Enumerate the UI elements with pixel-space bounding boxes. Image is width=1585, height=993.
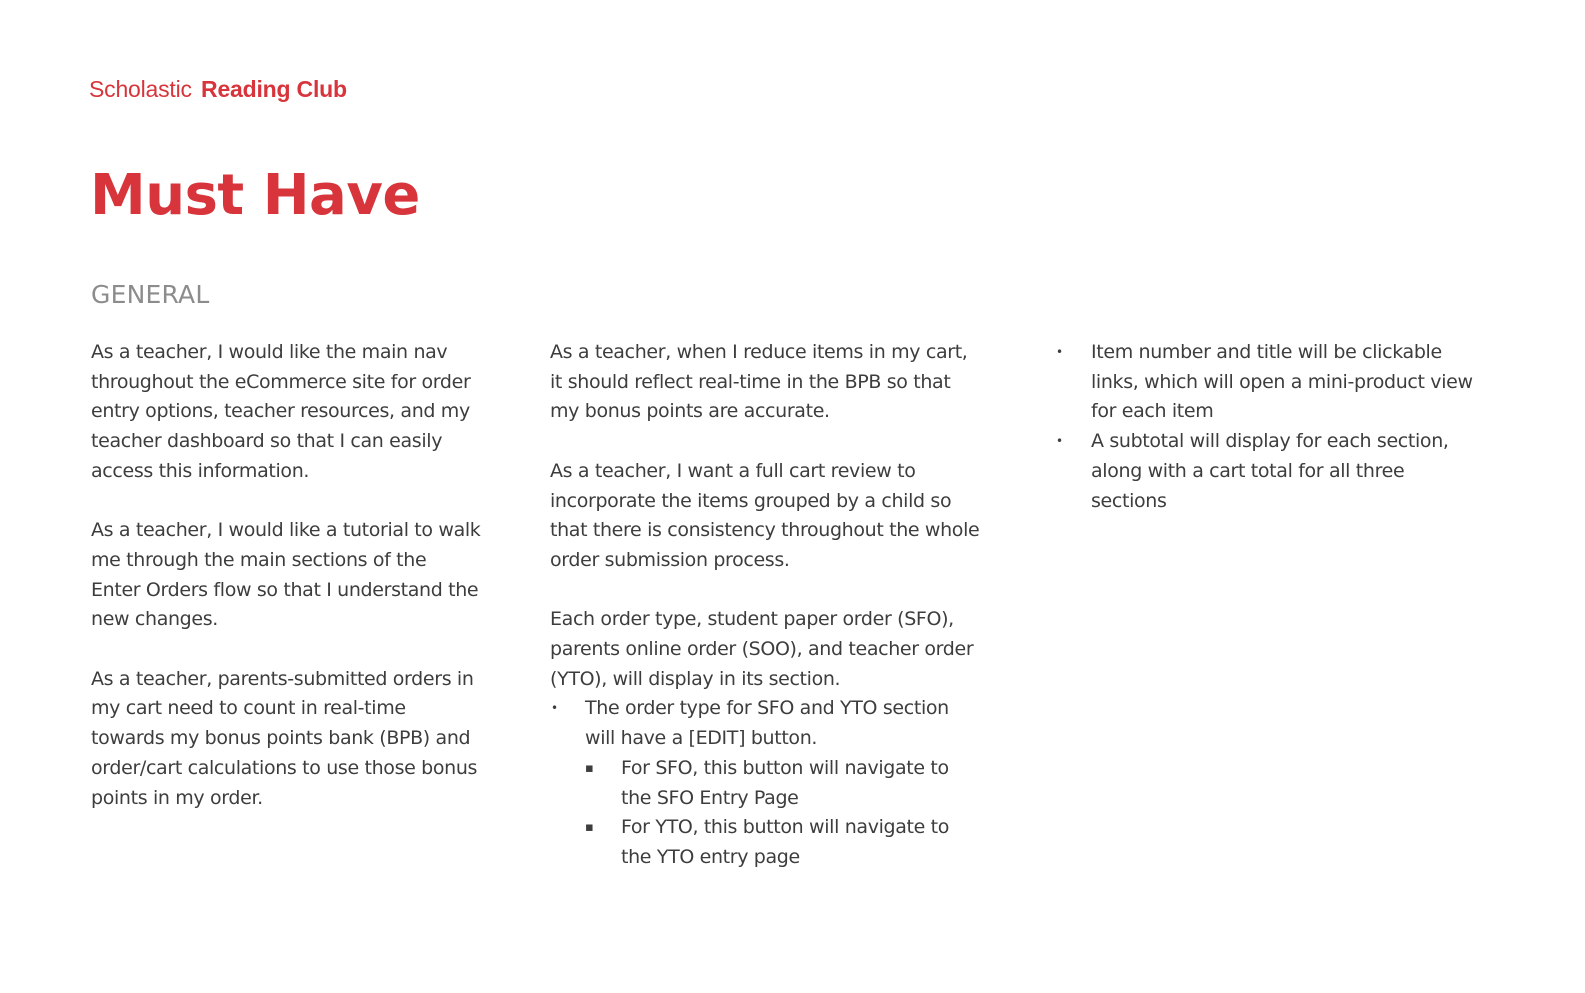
list-item: • A subtotal will display for each section, along with a cart total for all three sections: [1055, 427, 1485, 516]
requirement-paragraph: As a teacher, parents-submitted orders in my cart need to count in real-time towards my bonus points bank (BPB) and order/cart calculations to use those bonus points in my order.: [91, 667, 478, 809]
list-item-text: The order type for SFO and YTO section will have a [EDIT] button.: [585, 697, 949, 750]
sub-bullet-list: [585, 754, 980, 873]
page-title: Must Have: [90, 163, 420, 228]
requirement-paragraph: Each order type, student paper order (SFO), parents online order (SOO), and teacher order (YTO), will display in its section.: [550, 608, 974, 690]
bullet-list: [550, 694, 980, 872]
bullet-list: [1055, 338, 1485, 516]
requirements-column-1: [91, 338, 481, 843]
requirement-paragraph: As a teacher, I would like the main nav throughout the eCommerce site for order entry options, teacher resources, and my teacher dashboard so that I can easily access this information.: [91, 341, 471, 482]
requirement-paragraph: As a teacher, I would like a tutorial to walk me through the main sections of the Enter Orders flow so that I understand the new changes.: [91, 519, 481, 631]
brand-name-bold: Reading Club: [201, 76, 347, 102]
sub-list-item: ▪ For YTO, this button will navigate to the YTO entry page: [585, 813, 980, 872]
requirement-paragraph: As a teacher, I want a full cart review to incorporate the items grouped by a child so that there is consistency throughout the whole order submission process.: [550, 459, 980, 571]
requirements-column-3: [1055, 338, 1485, 516]
brand-logo: [89, 76, 347, 103]
requirements-column-2: [550, 338, 980, 873]
requirement-paragraph: As a teacher, when I reduce items in my cart, it should reflect real-time in the BPB so that my bonus points are accurate.: [550, 341, 968, 423]
brand-name-light: Scholastic: [89, 76, 192, 102]
list-item: • Item number and title will be clickable links, which will open a mini-product view for each item: [1055, 338, 1485, 427]
section-label: GENERAL: [91, 280, 210, 309]
sub-list-item: ▪ For SFO, this button will navigate to the SFO Entry Page: [585, 754, 980, 813]
list-item: [550, 694, 980, 872]
